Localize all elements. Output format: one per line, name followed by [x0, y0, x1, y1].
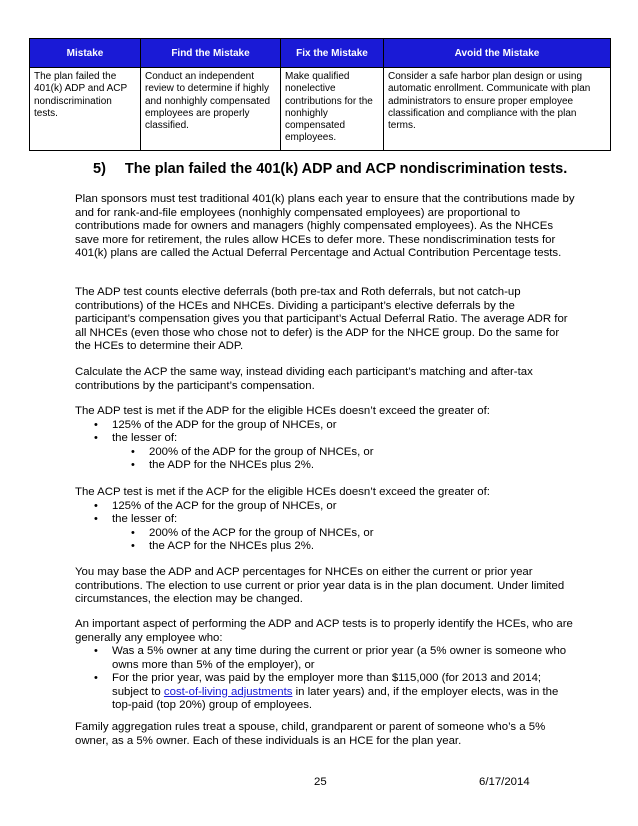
paragraph-base-percentages: You may base the ADP and ACP percentages for NHCEs on either the current or prior year contributions. The election to use current or prior year data is in the plan document. Under limited circumstances, the election may be changed. [75, 566, 565, 606]
cell-avoid: Consider a safe harbor plan design or using automatic enrollment. Communicate with plan administrators to ensure proper employee classification and compliance with the plan terms. [384, 68, 611, 151]
hce-bullet-2-text-end: in later years) and, if the employer elects, was in the top-paid (top 20%) group of employees. [112, 685, 559, 712]
bullet-icon: • [94, 500, 98, 512]
hce-bullet-2-text: For the prior year, was paid by the employer more than $115,000 (for 2013 and 2014; subject to [112, 672, 542, 698]
heading-number: 5) [93, 161, 106, 177]
hce-bullet-2 [112, 672, 575, 713]
header-avoid: Avoid the Mistake [384, 39, 611, 68]
acp-bullet-1: 125% of the ACP for the group of NHCEs, or [112, 500, 337, 512]
adp-subbullet-1: 200% of the ADP for the group of NHCEs, or [149, 446, 374, 458]
header-mistake: Mistake [30, 39, 141, 68]
acp-subbullet-1: 200% of the ACP for the group of NHCEs, or [149, 527, 374, 539]
adp-bullet-1: 125% of the ADP for the group of NHCEs, or [112, 419, 337, 431]
cell-fix: Make qualified nonelective contributions for the nonhighly compensated employees. [281, 68, 384, 151]
bullet-icon: • [94, 432, 98, 444]
bullet-icon: • [94, 513, 98, 525]
hce-bullet-1: Was a 5% owner at any time during the current or prior year (a 5% owner is someone who owns more than 5% of the employer), or [112, 645, 567, 671]
paragraph-intro: Plan sponsors must test traditional 401(k) plans each year to ensure that the contributions made by and for rank-and-file employees (nonhighly compensated employees) are proportional to contributions made for owners and managers (highly compensated employees). As the NHCEs save more for retirement, the rules allow HCEs to defer more. These nondiscrimination tests for 401(k) plans are called the Actual Deferral Percentage and Actual Contribution Percentage tests. [75, 193, 575, 260]
cell-find: Conduct an independent review to determine if highly and nonhighly compensated employees are properly classified. [141, 68, 281, 151]
mistakes-table [29, 38, 611, 151]
acp-subbullet-2: the ACP for the NHCEs plus 2%. [149, 540, 315, 552]
table-header-row [30, 39, 611, 68]
bullet-icon: • [131, 527, 135, 539]
paragraph-family-aggregation: Family aggregation rules treat a spouse, child, grandparent or parent of someone who’s a 5% owner, as a 5% owner. Each of these individuals is an HCE for the plan year. [75, 721, 546, 747]
acp-test-intro: The ACP test is met if the ACP for the eligible HCEs doesn’t exceed the greater of: [75, 486, 490, 498]
header-fix: Fix the Mistake [281, 39, 384, 68]
section-heading [93, 161, 567, 177]
footer-date: 6/17/2014 [479, 776, 530, 788]
heading-text: The plan failed the 401(k) ADP and ACP nondiscrimination tests. [124, 161, 568, 177]
bullet-icon: • [131, 446, 135, 458]
paragraph-hce-definition: An important aspect of performing the ADP and ACP tests is to properly identify the HCEs, who are generally any employee who: [75, 618, 573, 644]
page-number: 25 [314, 776, 327, 788]
header-find: Find the Mistake [141, 39, 281, 68]
bullet-icon: • [94, 672, 98, 684]
bullet-icon: • [131, 459, 135, 471]
adp-subbullet-2: the ADP for the NHCEs plus 2%. [149, 459, 315, 471]
paragraph-adp-explanation: The ADP test counts elective deferrals (both pre-tax and Roth deferrals, but not catch-up contributions) of the HCEs and NHCEs. Dividing a participant’s elective deferrals by the participant’s compensation gives you that participant’s Actual Deferral Ratio. The average ADR for all NHCEs (even those who chose not to defer) is the ADP for the NHCE group. Do the same for the HCEs to determine their ADP. [75, 286, 568, 353]
bullet-icon: • [94, 645, 98, 657]
cost-of-living-link[interactable]: cost-of-living adjustments [163, 685, 293, 698]
bullet-icon: • [94, 419, 98, 431]
adp-bullet-2: the lesser of: [112, 432, 178, 444]
acp-bullet-2: the lesser of: [112, 513, 178, 525]
cell-mistake: The plan failed the 401(k) ADP and ACP nondiscrimination tests. [30, 68, 141, 151]
paragraph-acp-explanation: Calculate the ACP the same way, instead dividing each participant’s matching and after-tax contributions by the participant’s compensation. [75, 366, 533, 392]
bullet-icon: • [131, 540, 135, 552]
adp-test-intro: The ADP test is met if the ADP for the eligible HCEs doesn’t exceed the greater of: [75, 405, 490, 417]
table-row [30, 68, 611, 151]
